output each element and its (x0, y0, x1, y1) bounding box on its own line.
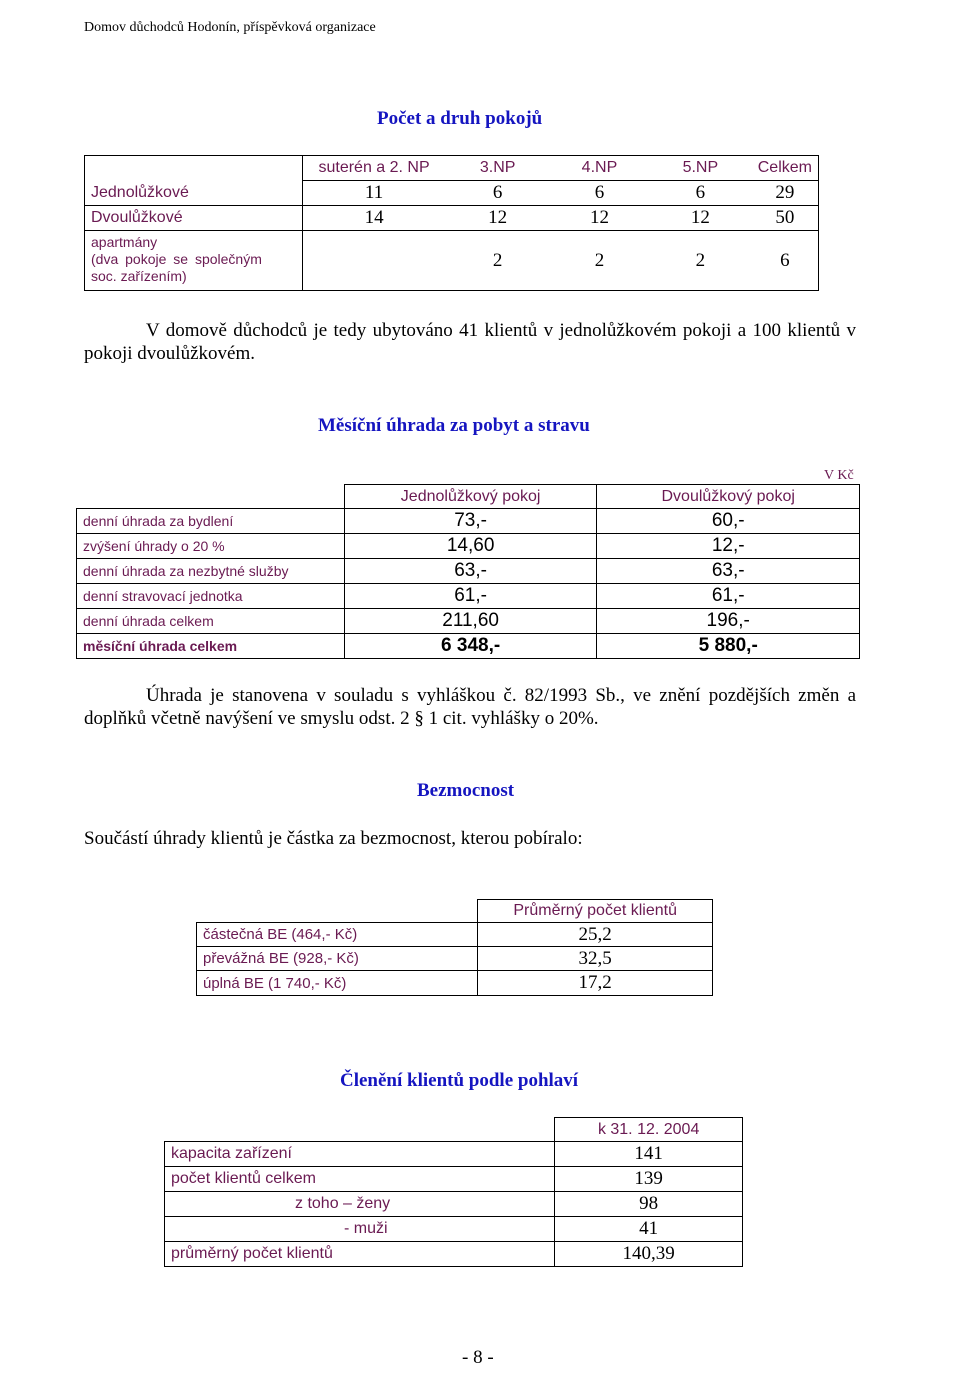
fees-col-header: Dvoulůžkový pokoj (597, 485, 860, 509)
rooms-col-header: suterén a 2. NP (302, 156, 445, 181)
rooms-row-label-line: (dva pokoje se společným (91, 251, 262, 267)
gender-table (164, 1117, 743, 1267)
rooms-cell: 6 (695, 182, 706, 203)
helplessness-row-label: převážná BE (928,- Kč) (197, 947, 478, 971)
rooms-col-header: 5.NP (649, 156, 752, 181)
helplessness-row-label: částečná BE (464,- Kč) (197, 923, 478, 947)
gender-row-label: počet klientů celkem (165, 1167, 555, 1192)
rooms-row-label: Dvoulůžkové (85, 206, 303, 231)
rooms-row-label-line: soc. zařízením) (91, 268, 187, 284)
rooms-row-label: Jednolůžkové (85, 181, 303, 206)
fees-cell: 14,60 (344, 534, 597, 559)
helplessness-cell: 17,2 (578, 972, 612, 993)
gender-row-label: - muži (165, 1217, 555, 1242)
rooms-row-label-line: apartmány (91, 234, 158, 250)
fees-cell: 6 348,- (344, 634, 597, 659)
fees-row-label: denní úhrada celkem (77, 609, 345, 634)
gender-cell: 140,39 (622, 1243, 675, 1264)
fees-cell: 12,- (711, 535, 745, 556)
gender-title: Členění klientů podle pohlaví (340, 1070, 579, 1091)
gender-row-label: z toho – ženy (165, 1192, 555, 1217)
helplessness-col-header: Průměrný počet klientů (478, 900, 713, 923)
unit-label: V Kč (824, 468, 854, 483)
fees-title: Měsíční úhrada za pobyt a stravu (318, 415, 590, 436)
gender-cell: 98 (639, 1193, 659, 1214)
helplessness-cell: 32,5 (578, 947, 612, 969)
fees-row-label: denní úhrada za bydlení (77, 509, 345, 534)
rooms-cell: 14 (364, 207, 384, 228)
fees-cell: 61,- (711, 585, 745, 606)
helplessness-intro: Součástí úhrady klientů je částka za bezmocnost, kterou pobíralo: (84, 828, 583, 849)
rooms-cell: 50 (775, 207, 795, 228)
rooms-cell: 11 (364, 182, 384, 203)
gender-cell: 139 (634, 1168, 663, 1189)
fees-col-header: Jednolůžkový pokoj (344, 485, 597, 509)
page-number: - 8 - (462, 1347, 494, 1368)
fees-cell: 196,- (706, 610, 750, 631)
page-header: Domov důchodců Hodonín, příspěvková organizace (84, 20, 376, 35)
fees-cell: 73,- (344, 509, 597, 534)
gender-row-label: kapacita zařízení (165, 1142, 555, 1167)
fees-row-label: zvýšení úhrady o 20 % (77, 534, 345, 559)
fees-row-label: denní úhrada za nezbytné služby (77, 559, 345, 584)
rooms-cell: 12 (690, 207, 710, 228)
fees-cell: 63,- (344, 559, 597, 584)
rooms-col-header: 4.NP (550, 156, 649, 181)
helplessness-title: Bezmocnost (417, 780, 515, 801)
rooms-cell: 2 (492, 249, 503, 271)
gender-cell: 41 (639, 1218, 659, 1239)
rooms-cell: 6 (492, 182, 503, 203)
rooms-cell: 6 (780, 249, 790, 271)
rooms-cell: 12 (589, 207, 609, 228)
rooms-paragraph: V domově důchodců je tedy ubytováno 41 klientů v jednolůžkovém pokoji a 100 klientů v pokoji dvoulůžkovém. (84, 320, 856, 364)
rooms-cell: 29 (775, 182, 795, 203)
rooms-col-header: 3.NP (445, 156, 550, 181)
rooms-table (84, 155, 819, 291)
gender-row-label: průměrný počet klientů (165, 1242, 555, 1267)
fees-cell: 61,- (344, 584, 597, 609)
fees-cell: 60,- (711, 510, 745, 531)
rooms-cell: 2 (695, 249, 706, 271)
rooms-cell: 6 (594, 182, 605, 203)
fees-cell: 211,60 (344, 609, 597, 634)
fees-cell: 63,- (711, 560, 745, 581)
fees-row-label: denní stravovací jednotka (77, 584, 345, 609)
gender-cell: 141 (634, 1143, 663, 1164)
rooms-cell: 12 (488, 207, 508, 228)
gender-col-header: k 31. 12. 2004 (555, 1118, 743, 1142)
fees-cell: 5 880,- (698, 635, 758, 656)
rooms-title: Počet a druh pokojů (377, 108, 543, 129)
rooms-col-header: Celkem (752, 156, 819, 181)
fees-table (76, 484, 860, 659)
helplessness-cell: 25,2 (578, 923, 612, 945)
helplessness-row-label: úplná BE (1 740,- Kč) (197, 971, 478, 996)
fees-row-label: měsíční úhrada celkem (77, 634, 345, 659)
rooms-cell (302, 231, 445, 291)
rooms-cell: 2 (594, 249, 605, 271)
helplessness-table (196, 899, 713, 996)
fees-paragraph: Úhrada je stanovena v souladu s vyhláškou č. 82/1993 Sb., ve znění pozdějších změn a doplňků včetně navýšení ve smyslu odst. 2 § 1 cit. vyhlášky o 20%. (84, 685, 856, 729)
